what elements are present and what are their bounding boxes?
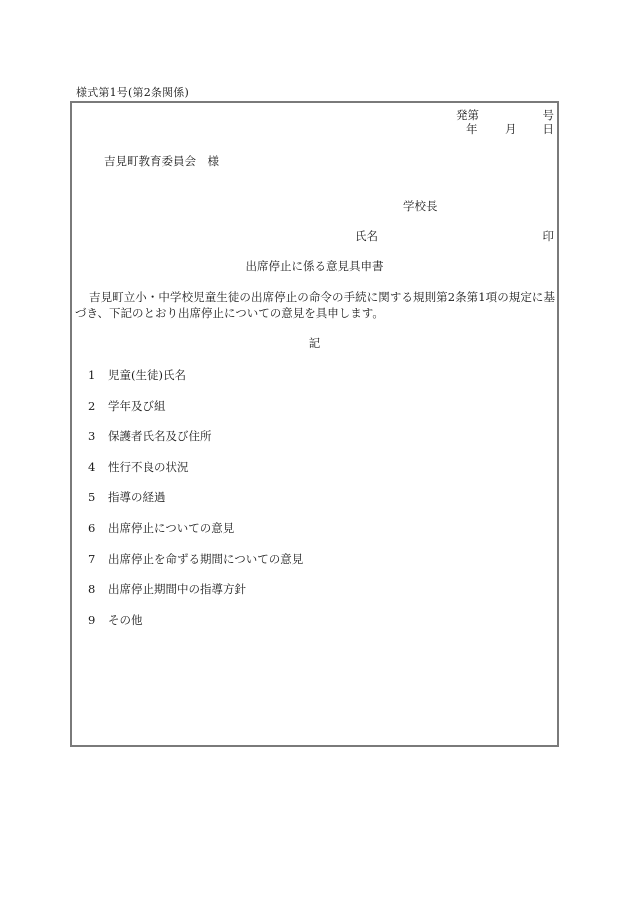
- date-year-label: 年: [466, 122, 478, 136]
- item-number: 4: [88, 459, 96, 474]
- item-number: 6: [88, 520, 96, 535]
- item-label: 性行不良の状況: [108, 459, 189, 474]
- list-item: [88, 398, 303, 429]
- date-day-label: 日: [542, 122, 554, 136]
- item-number: 8: [88, 582, 96, 597]
- document-title: 出席停止に係る意見具申書: [245, 259, 384, 273]
- item-number: 7: [88, 551, 96, 566]
- item-number: 9: [88, 612, 96, 627]
- item-label: 指導の経過: [108, 490, 166, 505]
- item-number: 3: [88, 429, 96, 444]
- list-item: [88, 612, 303, 643]
- issue-prefix: 発第: [456, 108, 479, 122]
- item-label: 出席停止を命ずる期間についての意見: [108, 551, 304, 566]
- item-number: 1: [88, 368, 96, 382]
- addressee: 吉見町教育委員会 様: [104, 154, 219, 168]
- item-label: 保護者氏名及び住所: [108, 429, 212, 444]
- item-number: 2: [88, 398, 96, 413]
- item-label: 出席停止期間中の指導方針: [108, 582, 246, 597]
- item-list: [88, 367, 303, 642]
- name-label: 氏名: [355, 229, 378, 243]
- issue-number-row: [456, 107, 554, 122]
- body-paragraph: 吉見町立小・中学校児童生徒の出席停止の命令の手続に関する規則第2条第1項の規定に基づき、下記のとおり出席停止についての意見を具申します。: [75, 290, 555, 320]
- ki-heading: 記: [308, 336, 321, 350]
- form-frame: [70, 101, 559, 747]
- form-label: 様式第1号(第2条関係): [76, 86, 189, 99]
- item-label: 学年及び組: [108, 398, 166, 413]
- item-label: 出席停止についての意見: [108, 520, 235, 535]
- principal-label: 学校長: [403, 199, 438, 213]
- list-item: [88, 489, 303, 520]
- date-row: [466, 121, 554, 136]
- list-item: [88, 551, 303, 582]
- date-month-label: 月: [505, 122, 517, 136]
- item-number: 5: [88, 490, 96, 505]
- list-item: [88, 428, 303, 459]
- list-item: [88, 581, 303, 612]
- issue-suffix: 号: [542, 108, 554, 122]
- list-item: [88, 520, 303, 551]
- item-label: その他: [108, 612, 143, 627]
- list-item: [88, 367, 303, 398]
- seal-mark: 印: [542, 229, 554, 243]
- item-label: 児童(生徒)氏名: [108, 368, 186, 382]
- list-item: [88, 459, 303, 490]
